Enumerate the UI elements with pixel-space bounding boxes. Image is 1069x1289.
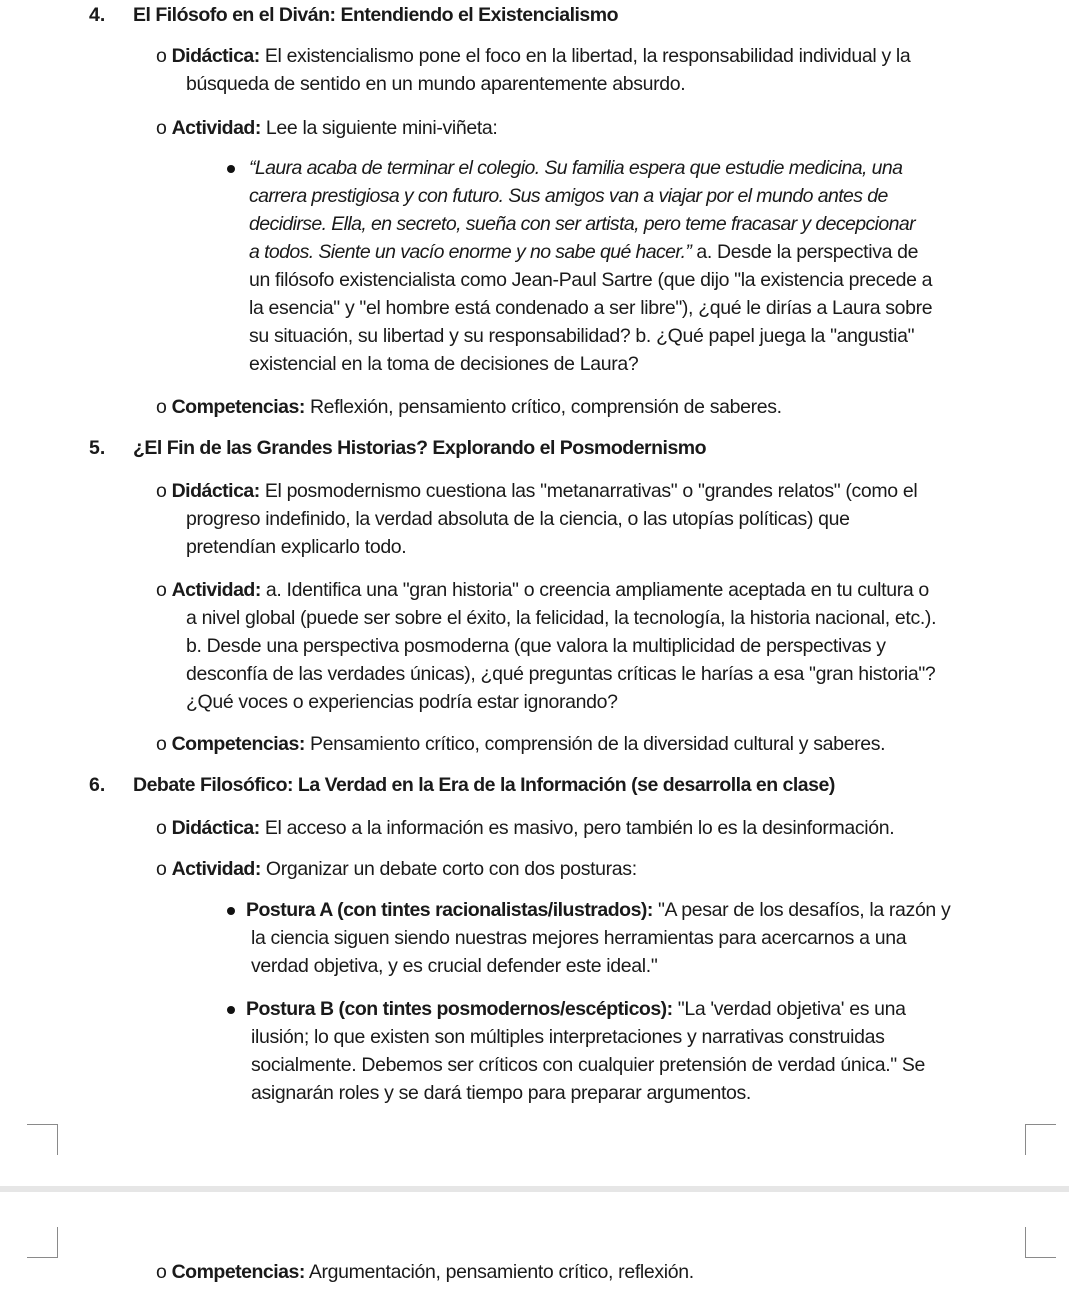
competencias-label: Competencias:	[171, 733, 305, 755]
didactica-item	[156, 480, 917, 503]
sub-bullet: o	[156, 1261, 167, 1283]
sub-bullet: o	[156, 733, 167, 755]
postura-b-cont: ilusión; lo que existen son múltiples interpretaciones y narrativas construidas	[251, 1026, 885, 1048]
vignette-line: “Laura acaba de terminar el colegio. Su familia espera que estudie medicina, una	[249, 157, 903, 179]
didactica-label: Didáctica:	[171, 817, 260, 839]
didactica-text: El acceso a la información es masivo, pero también lo es la desinformación.	[264, 817, 895, 839]
sub-bullet: o	[156, 396, 167, 418]
didactica-text: El posmodernismo cuestiona las "metanarrativas" o "grandes relatos" (como el	[264, 480, 918, 502]
actividad-item	[156, 858, 637, 881]
bullet-dot	[227, 1006, 235, 1014]
didactica-label: Didáctica:	[171, 45, 260, 67]
actividad-text-cont: b. Desde una perspectiva posmoderna (que valora la multiplicidad de perspectivas y	[186, 635, 886, 657]
actividad-label: Actividad:	[171, 858, 261, 880]
section-number: 6.	[89, 774, 106, 796]
vignette-line: a todos. Siente un vacío enorme y no sabe qué hacer.” a. Desde la perspectiva de	[249, 241, 919, 263]
actividad-label: Actividad:	[171, 117, 261, 139]
sub-bullet: o	[156, 579, 167, 601]
postura-b-cont: socialmente. Debemos ser críticos con cualquier pretensión de verdad única." Se	[251, 1054, 926, 1076]
sub-bullet: o	[156, 480, 167, 502]
competencias-item	[156, 1261, 694, 1284]
competencias-text: Reflexión, pensamiento crítico, comprensión de saberes.	[309, 396, 782, 418]
competencias-label: Competencias:	[171, 396, 305, 418]
sub-bullet: o	[156, 117, 167, 139]
vignette-line: un filósofo existencialista como Jean-Paul Sartre (que dijo "la existencia precede a	[249, 269, 933, 291]
vignette-line: carrera prestigiosa y con futuro. Sus amigos van a viajar por el mundo antes de	[249, 185, 888, 207]
page-corner-mark	[1025, 1227, 1056, 1258]
vignette-line: existencial en la toma de decisiones de Laura?	[249, 353, 639, 375]
postura-b-cont: asignarán roles y se dará tiempo para preparar argumentos.	[251, 1082, 751, 1104]
section-title: Debate Filosófico: La Verdad en la Era de la Información (se desarrolla en clase)	[133, 774, 835, 796]
didactica-label: Didáctica:	[171, 480, 260, 502]
page-corner-mark	[27, 1124, 58, 1155]
actividad-text: Lee la siguiente mini-viñeta:	[265, 117, 498, 139]
page-corner-mark	[1025, 1124, 1056, 1155]
actividad-text-cont: ¿Qué voces o experiencias podría estar ignorando?	[186, 691, 618, 713]
actividad-label: Actividad:	[171, 579, 261, 601]
page-break	[0, 1186, 1069, 1192]
postura-a-cont: verdad objetiva, y es crucial defender este ideal."	[251, 955, 658, 977]
bullet-dot	[227, 907, 235, 915]
didactica-text-cont: búsqueda de sentido en un mundo aparentemente absurdo.	[186, 73, 686, 95]
section-number: 4.	[89, 4, 106, 26]
postura-a-cont: la ciencia siguen siendo nuestras mejores herramientas para acercarnos a una	[251, 927, 907, 949]
didactica-text-cont: pretendían explicarlo todo.	[186, 536, 407, 558]
sub-bullet: o	[156, 45, 167, 67]
didactica-text: El existencialismo pone el foco en la libertad, la responsabilidad individual y la	[264, 45, 911, 67]
page-corner-mark	[27, 1227, 58, 1258]
vignette-line: su situación, su libertad y su responsabilidad? b. ¿Qué papel juega la "angustia"	[249, 325, 915, 347]
bullet-dot	[227, 165, 235, 173]
postura-b: Postura B (con tintes posmodernos/escépticos): "La 'verdad objetiva' es una	[246, 998, 906, 1020]
actividad-text-cont: desconfía de las verdades únicas), ¿qué preguntas críticas le harías a esa "gran historia"?	[186, 663, 936, 685]
postura-a-label: Postura A (con tintes racionalistas/ilustrados):	[246, 899, 653, 921]
competencias-text: Argumentación, pensamiento crítico, reflexión.	[308, 1261, 694, 1283]
actividad-text: Organizar un debate corto con dos posturas:	[265, 858, 637, 880]
vignette-line: decidirse. Ella, en secreto, sueña con ser artista, pero teme fracasar y decepcionar	[249, 213, 916, 235]
sub-bullet: o	[156, 858, 167, 880]
section-title: El Filósofo en el Diván: Entendiendo el Existencialismo	[133, 4, 619, 26]
didactica-item	[156, 817, 894, 840]
actividad-text-cont: a nivel global (puede ser sobre el éxito, la felicidad, la tecnología, la historia nacional, etc.).	[186, 607, 937, 629]
postura-a: Postura A (con tintes racionalistas/ilustrados): "A pesar de los desafíos, la razón y	[246, 899, 951, 921]
actividad-item	[156, 117, 498, 140]
section-title: ¿El Fin de las Grandes Historias? Explorando el Posmodernismo	[133, 437, 707, 459]
section-number: 5.	[89, 437, 106, 459]
didactica-item	[156, 45, 910, 68]
sub-bullet: o	[156, 817, 167, 839]
competencias-label: Competencias:	[171, 1261, 305, 1283]
vignette-line: la esencia" y "el hombre está condenado a ser libre"), ¿qué le dirías a Laura sobre	[249, 297, 933, 319]
postura-b-label: Postura B (con tintes posmodernos/escépticos):	[246, 998, 673, 1020]
competencias-item	[156, 396, 782, 419]
actividad-text: a. Identifica una "gran historia" o creencia ampliamente aceptada en tu cultura o	[265, 579, 929, 601]
competencias-item	[156, 733, 885, 756]
didactica-text-cont: progreso indefinido, la verdad absoluta de la ciencia, o las utopías políticas) que	[186, 508, 850, 530]
actividad-item	[156, 579, 929, 602]
competencias-text: Pensamiento crítico, comprensión de la diversidad cultural y saberes.	[309, 733, 886, 755]
